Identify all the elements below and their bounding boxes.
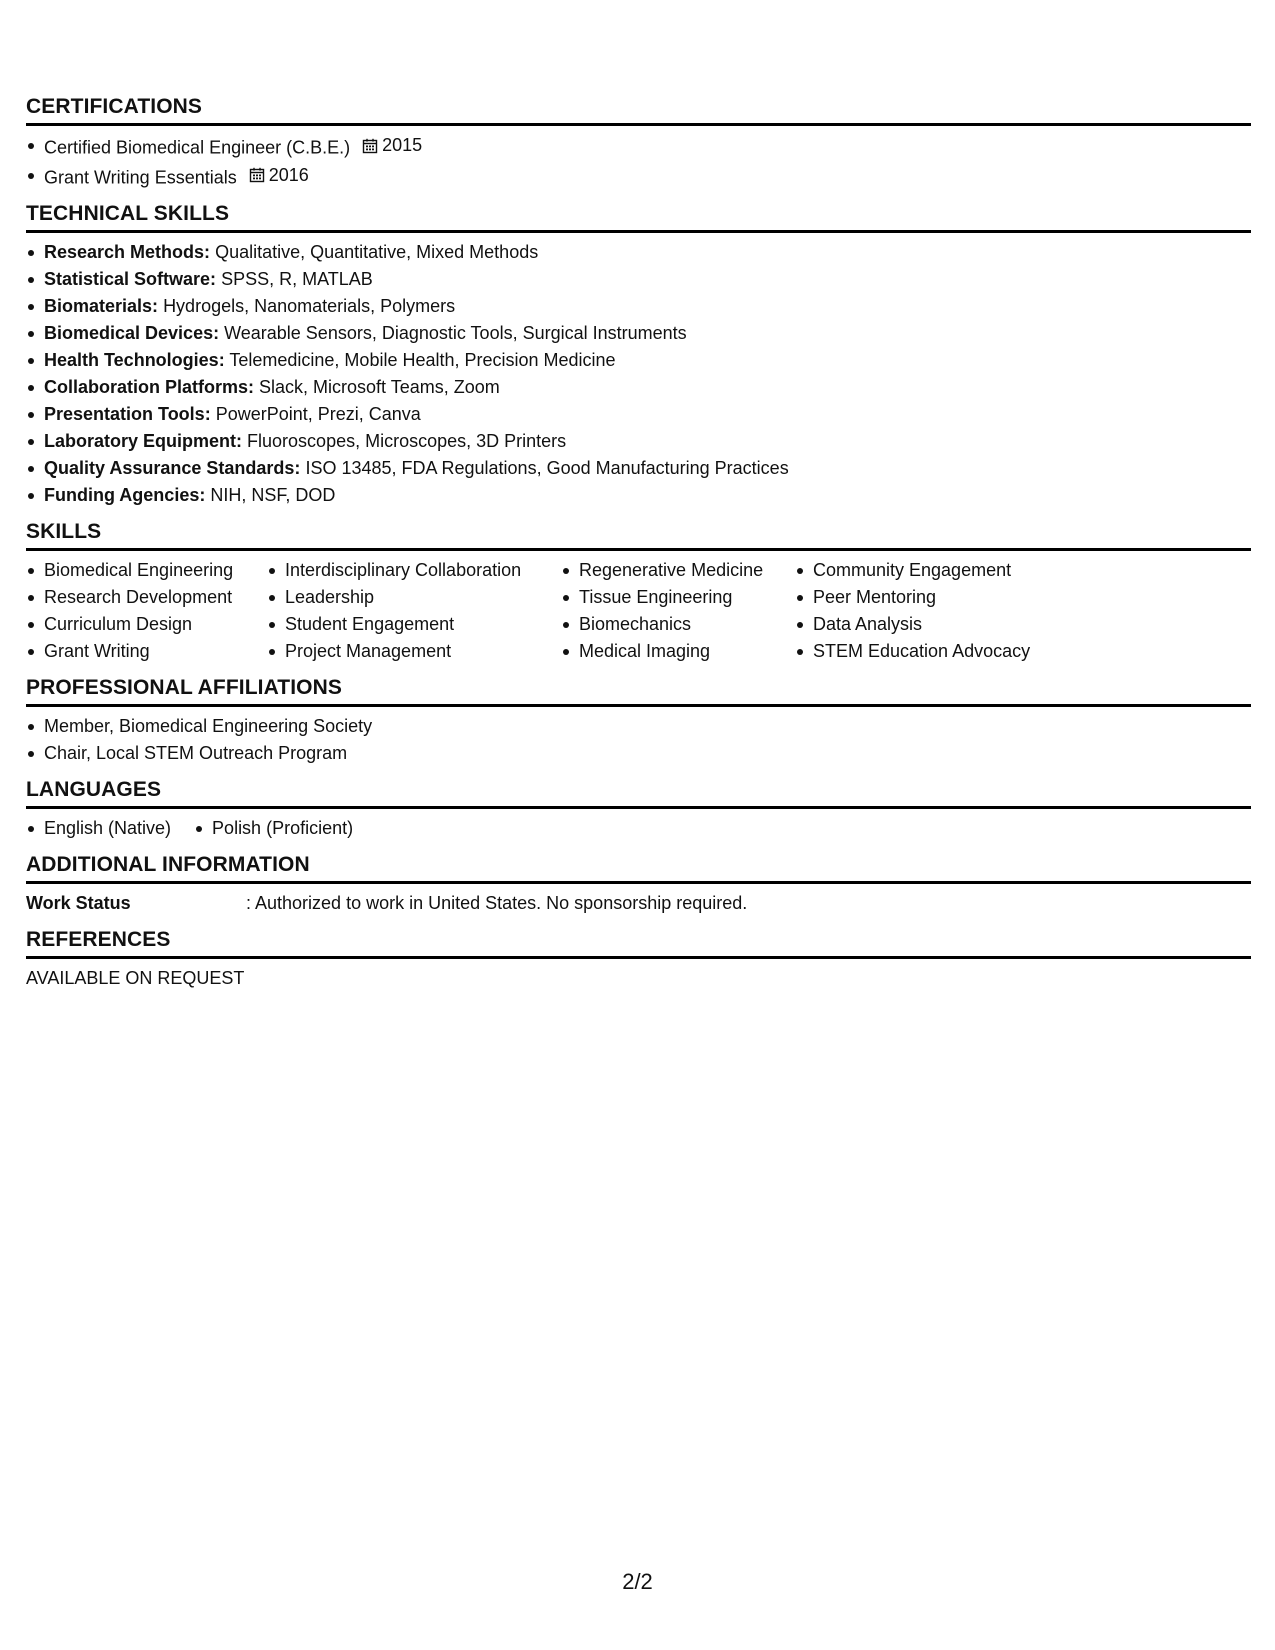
technical-skills-heading: TECHNICAL SKILLS — [26, 203, 1251, 233]
skill-item: Data Analysis — [795, 611, 1095, 638]
technical-skill-values: Hydrogels, Nanomaterials, Polymers — [163, 296, 456, 316]
references-heading: REFERENCES — [26, 929, 1251, 959]
skill-item: Biomechanics — [561, 611, 795, 638]
references-section — [26, 929, 1251, 992]
technical-skill-category: Funding Agencies: — [44, 485, 206, 505]
technical-skill-values: PowerPoint, Prezi, Canva — [215, 404, 421, 424]
skill-item: Peer Mentoring — [795, 584, 1095, 611]
resume-page — [26, 96, 1251, 1004]
certification-date — [249, 162, 309, 189]
technical-skill-category: Biomaterials: — [44, 296, 159, 316]
languages-list — [26, 815, 1251, 842]
technical-skill-category: Health Technologies: — [44, 350, 225, 370]
certification-item — [26, 132, 1251, 162]
technical-skill-values: NIH, NSF, DOD — [210, 485, 336, 505]
technical-skill-values: Telemedicine, Mobile Health, Precision Medicine — [229, 350, 616, 370]
language-item: English (Native) — [26, 815, 171, 842]
technical-skill-category: Quality Assurance Standards: — [44, 458, 301, 478]
page-number: 2/2 — [622, 1569, 653, 1594]
affiliations-section — [26, 677, 1251, 767]
technical-skill-category: Research Methods: — [44, 242, 211, 262]
certification-year: 2016 — [268, 164, 309, 185]
technical-skills-list — [26, 239, 1251, 509]
technical-skill-item — [26, 428, 1251, 455]
technical-skills-section — [26, 203, 1251, 509]
technical-skill-item — [26, 455, 1251, 482]
skills-column — [26, 557, 267, 665]
technical-skill-category: Laboratory Equipment: — [44, 431, 243, 451]
certification-item — [26, 162, 1251, 192]
skill-item: Interdisciplinary Collaboration — [267, 557, 561, 584]
certifications-section — [26, 96, 1251, 191]
technical-skill-values: Qualitative, Quantitative, Mixed Methods — [215, 242, 539, 262]
skills-section — [26, 521, 1251, 665]
additional-info-section — [26, 854, 1251, 917]
technical-skill-item — [26, 401, 1251, 428]
technical-skill-category: Collaboration Platforms: — [44, 377, 255, 397]
additional-info-heading: ADDITIONAL INFORMATION — [26, 854, 1251, 884]
skill-item: Medical Imaging — [561, 638, 795, 665]
technical-skill-values: Slack, Microsoft Teams, Zoom — [259, 377, 500, 397]
skill-item: Biomedical Engineering — [26, 557, 267, 584]
technical-skill-item — [26, 239, 1251, 266]
technical-skill-item — [26, 320, 1251, 347]
skill-item: Tissue Engineering — [561, 584, 795, 611]
references-text: AVAILABLE ON REQUEST — [26, 968, 245, 988]
technical-skill-item — [26, 293, 1251, 320]
technical-skill-item — [26, 482, 1251, 509]
technical-skill-category: Presentation Tools: — [44, 404, 211, 424]
skill-item: Leadership — [267, 584, 561, 611]
affiliations-list — [26, 713, 1251, 767]
certifications-list — [26, 132, 1251, 191]
skills-column — [561, 557, 795, 665]
work-status-row — [26, 890, 1251, 917]
technical-skill-values: ISO 13485, FDA Regulations, Good Manufacturing Practices — [305, 458, 789, 478]
languages-section — [26, 779, 1251, 842]
skill-item: Project Management — [267, 638, 561, 665]
language-item: Polish (Proficient) — [194, 815, 353, 842]
affiliation-item: Member, Biomedical Engineering Society — [26, 713, 1251, 740]
skills-column — [795, 557, 1095, 665]
skill-item: Regenerative Medicine — [561, 557, 795, 584]
skill-item: Grant Writing — [26, 638, 267, 665]
skills-column — [267, 557, 561, 665]
technical-skill-item — [26, 374, 1251, 401]
certification-date — [362, 132, 422, 159]
calendar-icon — [249, 167, 265, 183]
work-status-value: : Authorized to work in United States. No sponsorship required. — [246, 893, 748, 913]
affiliation-item: Chair, Local STEM Outreach Program — [26, 740, 1251, 767]
technical-skill-item — [26, 266, 1251, 293]
work-status-label: Work Status — [26, 893, 131, 913]
certification-name: Grant Writing Essentials — [44, 167, 237, 187]
technical-skill-values: Fluoroscopes, Microscopes, 3D Printers — [247, 431, 567, 451]
skills-columns — [26, 557, 1251, 665]
affiliations-heading: PROFESSIONAL AFFILIATIONS — [26, 677, 1251, 707]
skill-item: Research Development — [26, 584, 267, 611]
certifications-heading: CERTIFICATIONS — [26, 96, 1251, 126]
certification-year: 2015 — [382, 135, 423, 155]
skill-item: Community Engagement — [795, 557, 1095, 584]
technical-skill-item — [26, 347, 1251, 374]
skills-heading: SKILLS — [26, 521, 1251, 551]
technical-skill-values: Wearable Sensors, Diagnostic Tools, Surgical Instruments — [224, 323, 687, 343]
calendar-icon — [362, 138, 378, 154]
languages-heading: LANGUAGES — [26, 779, 1251, 809]
certification-name: Certified Biomedical Engineer (C.B.E.) — [44, 137, 351, 158]
skill-item: STEM Education Advocacy — [795, 638, 1095, 665]
technical-skill-category: Statistical Software: — [44, 269, 217, 289]
technical-skill-values: SPSS, R, MATLAB — [221, 269, 373, 289]
skill-item: Student Engagement — [267, 611, 561, 638]
technical-skill-category: Biomedical Devices: — [44, 323, 220, 343]
skill-item: Curriculum Design — [26, 611, 267, 638]
